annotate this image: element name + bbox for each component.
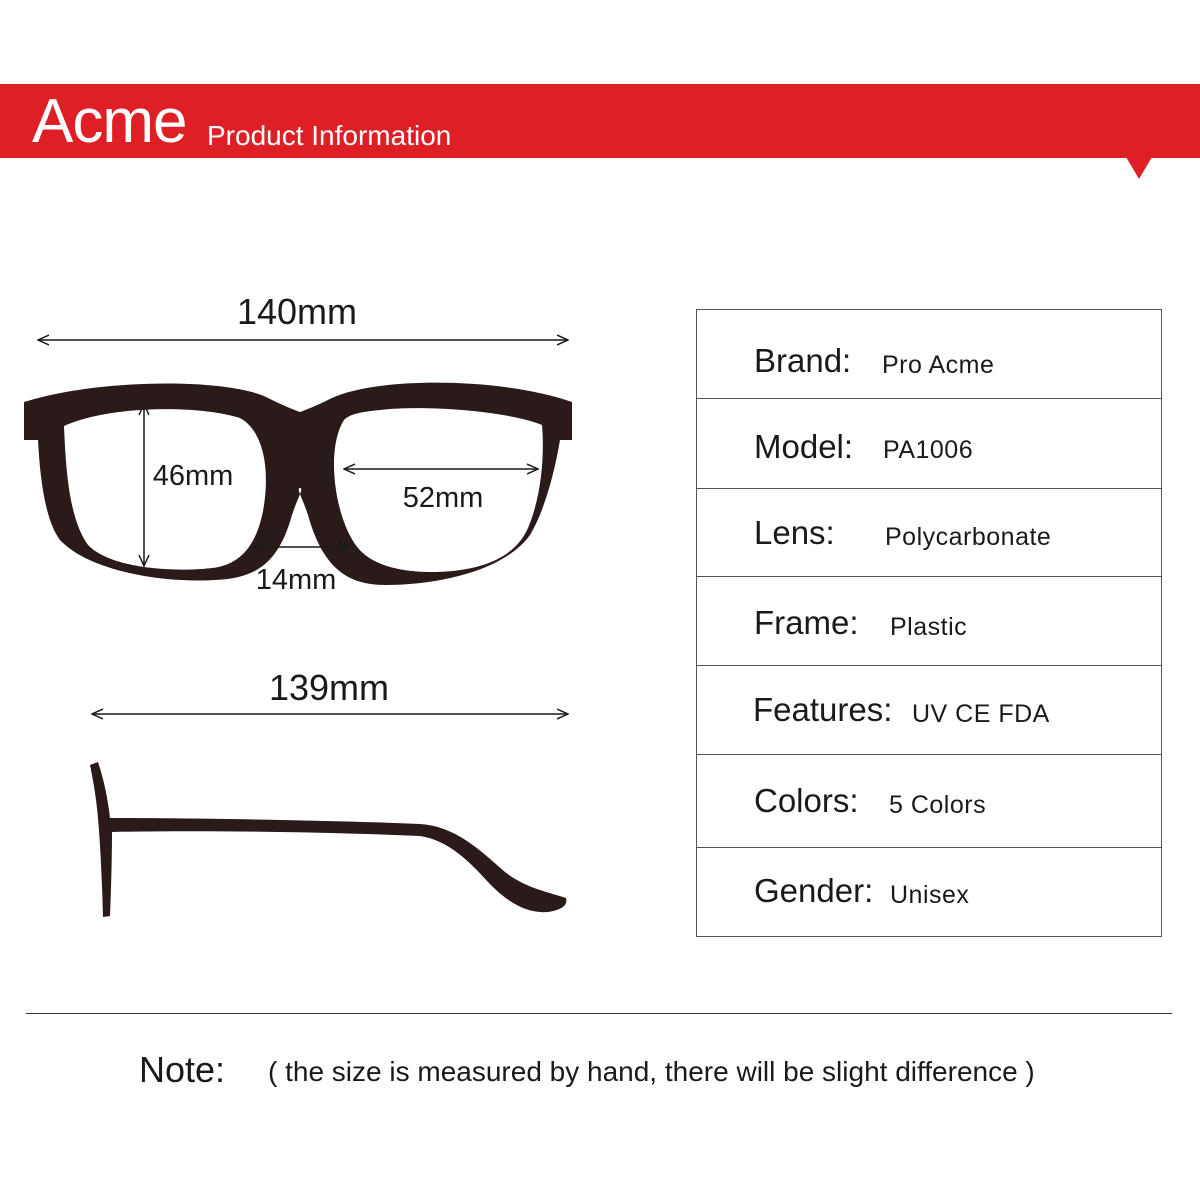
spec-row-frame bbox=[697, 577, 1161, 666]
spec-row-model bbox=[697, 399, 1161, 489]
spec-row-brand bbox=[697, 310, 1161, 399]
spec-table bbox=[696, 309, 1162, 937]
temple-length-label: 139mm bbox=[268, 667, 390, 708]
spec-key: Frame: bbox=[754, 604, 859, 641]
spec-row-gender bbox=[697, 848, 1161, 938]
spec-key: Features: bbox=[753, 691, 893, 728]
spec-key: Gender: bbox=[754, 872, 874, 909]
note-text: ( the size is measured by hand, there will be slight difference ) bbox=[268, 1056, 1035, 1087]
spec-row-features bbox=[697, 666, 1161, 755]
spec-key: Brand: bbox=[754, 342, 852, 379]
divider-line bbox=[26, 1013, 1172, 1014]
header-subtitle: Product Information bbox=[207, 120, 452, 151]
lens-height-label: 46mm bbox=[152, 460, 234, 492]
spec-row-colors bbox=[697, 755, 1161, 848]
spec-key: Colors: bbox=[754, 782, 859, 819]
glasses-temple-arm bbox=[90, 762, 566, 917]
brand-logo-text: Acme bbox=[32, 87, 187, 156]
total-width-label: 140mm bbox=[236, 291, 358, 332]
glasses-front-frame bbox=[24, 383, 572, 585]
spec-value: PA1006 bbox=[883, 436, 974, 464]
spec-value: Unisex bbox=[890, 881, 970, 909]
spec-value: Polycarbonate bbox=[885, 523, 1052, 551]
spec-value: UV CE FDA bbox=[912, 700, 1050, 728]
spec-key: Model: bbox=[754, 428, 854, 465]
note-label: Note: bbox=[139, 1049, 226, 1090]
spec-value: Plastic bbox=[890, 613, 968, 641]
spec-value: 5 Colors bbox=[889, 791, 987, 819]
bridge-width-label: 14mm bbox=[255, 564, 337, 596]
spec-key: Lens: bbox=[754, 514, 835, 551]
spec-row-lens bbox=[697, 489, 1161, 577]
spec-value: Pro Acme bbox=[882, 351, 995, 379]
lens-width-label: 52mm bbox=[402, 482, 484, 514]
